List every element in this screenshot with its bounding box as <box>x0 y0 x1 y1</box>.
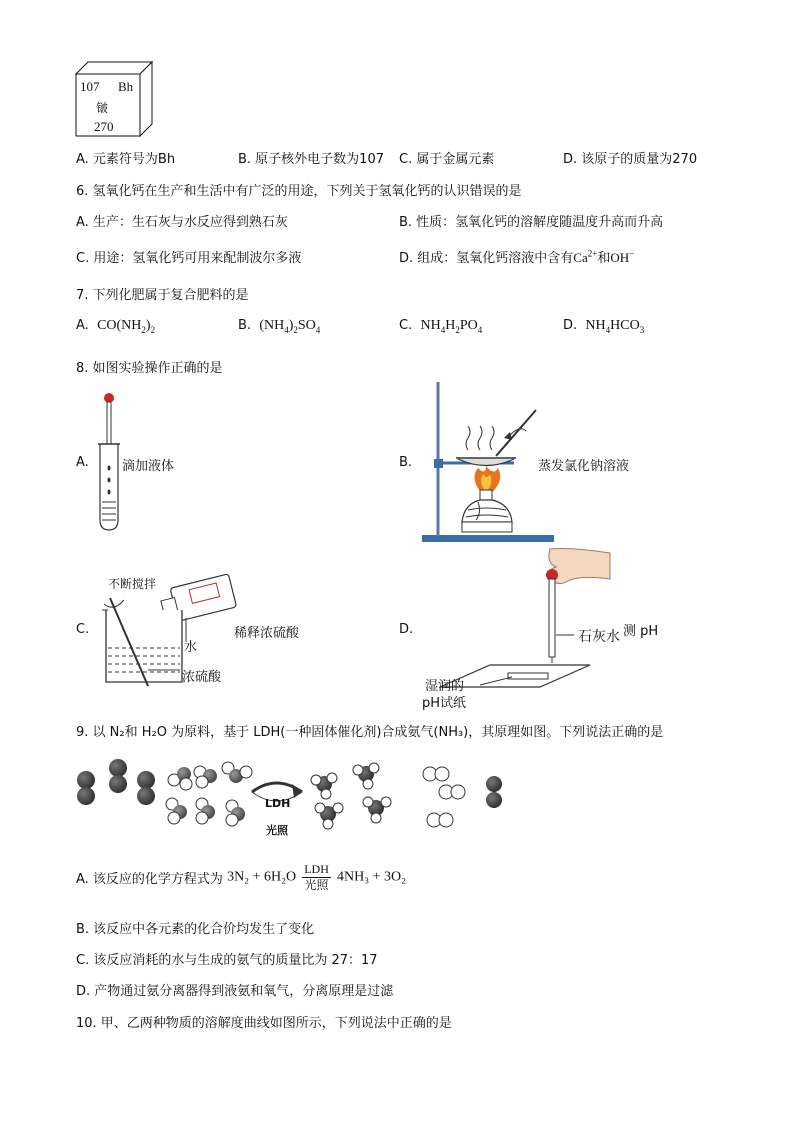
q8-a-label: A. <box>76 455 89 470</box>
q9-option-a: A. 该反应的化学方程式为 3N₂ + 6H₂O $\frac{\text{LDH}}{\text{光照}}$ 4NH₃ + 3O₂ <box>76 862 407 892</box>
element-number: 107 <box>80 79 100 94</box>
reaction-diagram <box>76 752 516 832</box>
q7-option-a: A. $CO(NH_2)_2$ <box>76 318 156 335</box>
dilution-figure <box>96 570 246 690</box>
q8-d-label: D. <box>399 622 414 637</box>
q6-option-c: C. 用途：氢氧化钙可用来配制波尔多液 <box>76 251 302 266</box>
q7-stem: 7. 下列化肥属于复合肥料的是 <box>76 288 249 303</box>
q6-option-b: B. 性质：氢氧化钙的溶解度随温度升高而升高 <box>399 215 664 230</box>
q9-light-label: 光照 <box>266 824 288 837</box>
q8-c-label: C. <box>76 622 90 637</box>
q9-option-c: C. 该反应消耗的水与生成的氨气的质量比为 27：17 <box>76 953 378 968</box>
q8-stem: 8. 如图实验操作正确的是 <box>76 361 223 376</box>
q5-option-c: C. 属于金属元素 <box>399 152 495 167</box>
q6-option-d: D. 组成：氢氧化钙溶液中含有$Ca^{2+}$和OH− <box>399 248 635 266</box>
q7-option-c: C. $NH_4H_2PO_4$ <box>399 318 483 335</box>
q9-catalyst-label: LDH <box>265 797 291 810</box>
q7-option-d: D. $NH_4HCO_3$ <box>563 318 645 335</box>
q7-option-b: B. $(NH_4)_2SO_4$ <box>238 318 321 335</box>
q8-b-label: B. <box>399 455 413 470</box>
q8-a-caption: 滴加液体 <box>122 459 175 474</box>
q8-c-acid-label: 浓硫酸 <box>182 670 222 685</box>
q9-option-d: D. 产物通过氨分离器得到液氨和氧气，分离原理是过滤 <box>76 984 394 999</box>
q8-c-caption: 稀释浓硫酸 <box>234 626 300 641</box>
q5-option-a: A. 元素符号为Bh <box>76 152 176 167</box>
q9-option-b: B. 该反应中各元素的化合价均发生了变化 <box>76 922 315 937</box>
element-mass: 270 <box>94 119 114 134</box>
q6-option-a: A. 生产：生石灰与水反应得到熟石灰 <box>76 215 288 230</box>
q8-c-water-label: 水 <box>184 640 198 655</box>
q8-d-paper-label-2: pH试纸 <box>422 696 467 711</box>
q8-d-lime-label: 石灰水 <box>578 629 620 645</box>
element-name: 𬭛 <box>96 101 109 115</box>
q8-c-stir-label: 不断搅拌 <box>108 577 157 591</box>
element-symbol: Bh <box>118 79 134 94</box>
q9-stem: 9. 以 N₂和 H₂O 为原料，基于 LDH(一种固体催化剂)合成氨气(NH₃)，其原理如图。下列说法正确的是 <box>76 725 664 740</box>
q8-b-caption: 蒸发氯化钠溶液 <box>538 459 630 474</box>
q6-stem: 6. 氢氧化钙在生产和生活中有广泛的用途，下列关于氢氧化钙的认识错误的是 <box>76 184 522 199</box>
q8-d-measure-label: 测 pH <box>623 624 659 639</box>
q5-option-b: B. 原子核外电子数为107 <box>238 152 384 167</box>
q5-option-d: D. 该原子的质量为270 <box>563 152 698 167</box>
q8-d-paper-label-1: 湿润的 <box>425 679 465 694</box>
element-card <box>72 58 162 138</box>
q10-stem: 10. 甲、乙两种物质的溶解度曲线如图所示，下列说法中正确的是 <box>76 1016 452 1031</box>
